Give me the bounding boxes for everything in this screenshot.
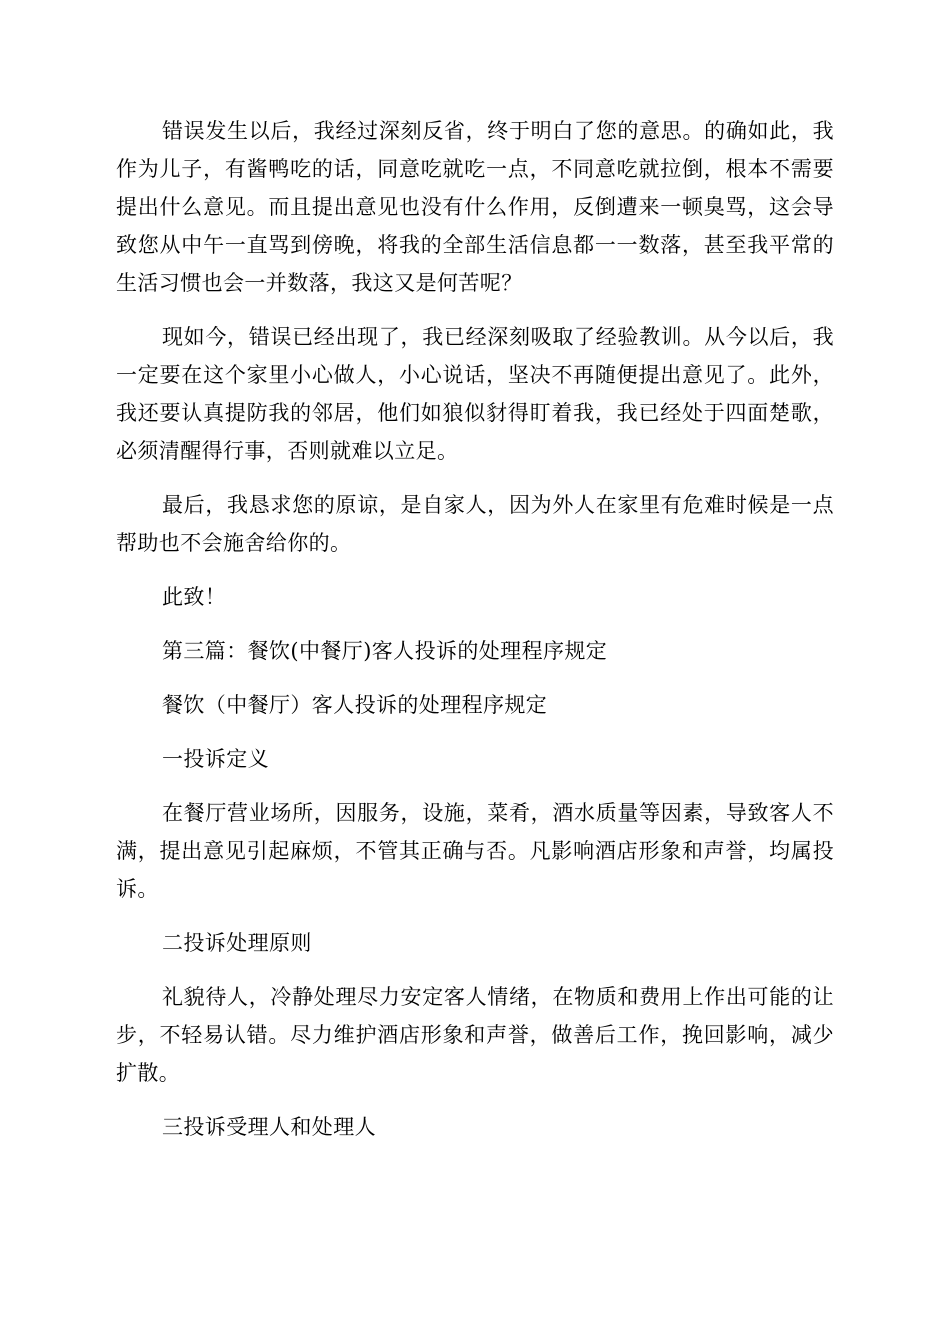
paragraph-apology-reflection: 错误发生以后，我经过深刻反省，终于明白了您的意思。的确如此，我作为儿子，有酱鸭吃的话，同意吃就吃一点，不同意吃就拉倒，根本不需要提出什么意见。而且提出意见也没有什么作用，反倒遭来一顿臭骂，这会导致您从中午一直骂到傍晚，将我的全部生活信息都一一数落，甚至我平常的生活习惯也会一并数落，我这又是何苦呢？	[116, 119, 834, 295]
document-body	[116, 112, 834, 1162]
paragraph-plea-forgiveness: 最后，我恳求您的原谅，是自家人，因为外人在家里有危难时候是一点帮助也不会施舍给你的。	[116, 493, 834, 555]
paragraph-lesson-learned: 现如今，错误已经出现了，我已经深刻吸取了经验教训。从今以后，我一定要在这个家里小心做人，小心说话，坚决不再随便提出意见了。此外，我还要认真提防我的邻居，他们如狼似豺得盯着我，我已经处于四面楚歌，必须清醒得行事，否则就难以立足。	[116, 325, 834, 463]
paragraph-handling-principles: 礼貌待人，冷静处理尽力安定客人情绪，在物质和费用上作出可能的让步，不轻易认错。尽力维护酒店形象和声誉，做善后工作，挽回影响，减少扩散。	[116, 985, 834, 1085]
heading-handling-principles: 二投诉处理原则	[162, 931, 312, 955]
section-heading-part-three: 第三篇：餐饮(中餐厅)客人投诉的处理程序规定	[162, 639, 608, 663]
document-title: 餐饮（中餐厅）客人投诉的处理程序规定	[162, 693, 548, 717]
paragraph-closing: 此致！	[162, 585, 227, 609]
heading-complaint-definition: 一投诉定义	[162, 747, 269, 771]
paragraph-complaint-definition: 在餐厅营业场所，因服务，设施，菜肴，酒水质量等因素，导致客人不满，提出意见引起麻烦，不管其正确与否。凡影响酒店形象和声誉，均属投诉。	[116, 801, 834, 901]
heading-complaint-handlers: 三投诉受理人和处理人	[162, 1115, 376, 1139]
